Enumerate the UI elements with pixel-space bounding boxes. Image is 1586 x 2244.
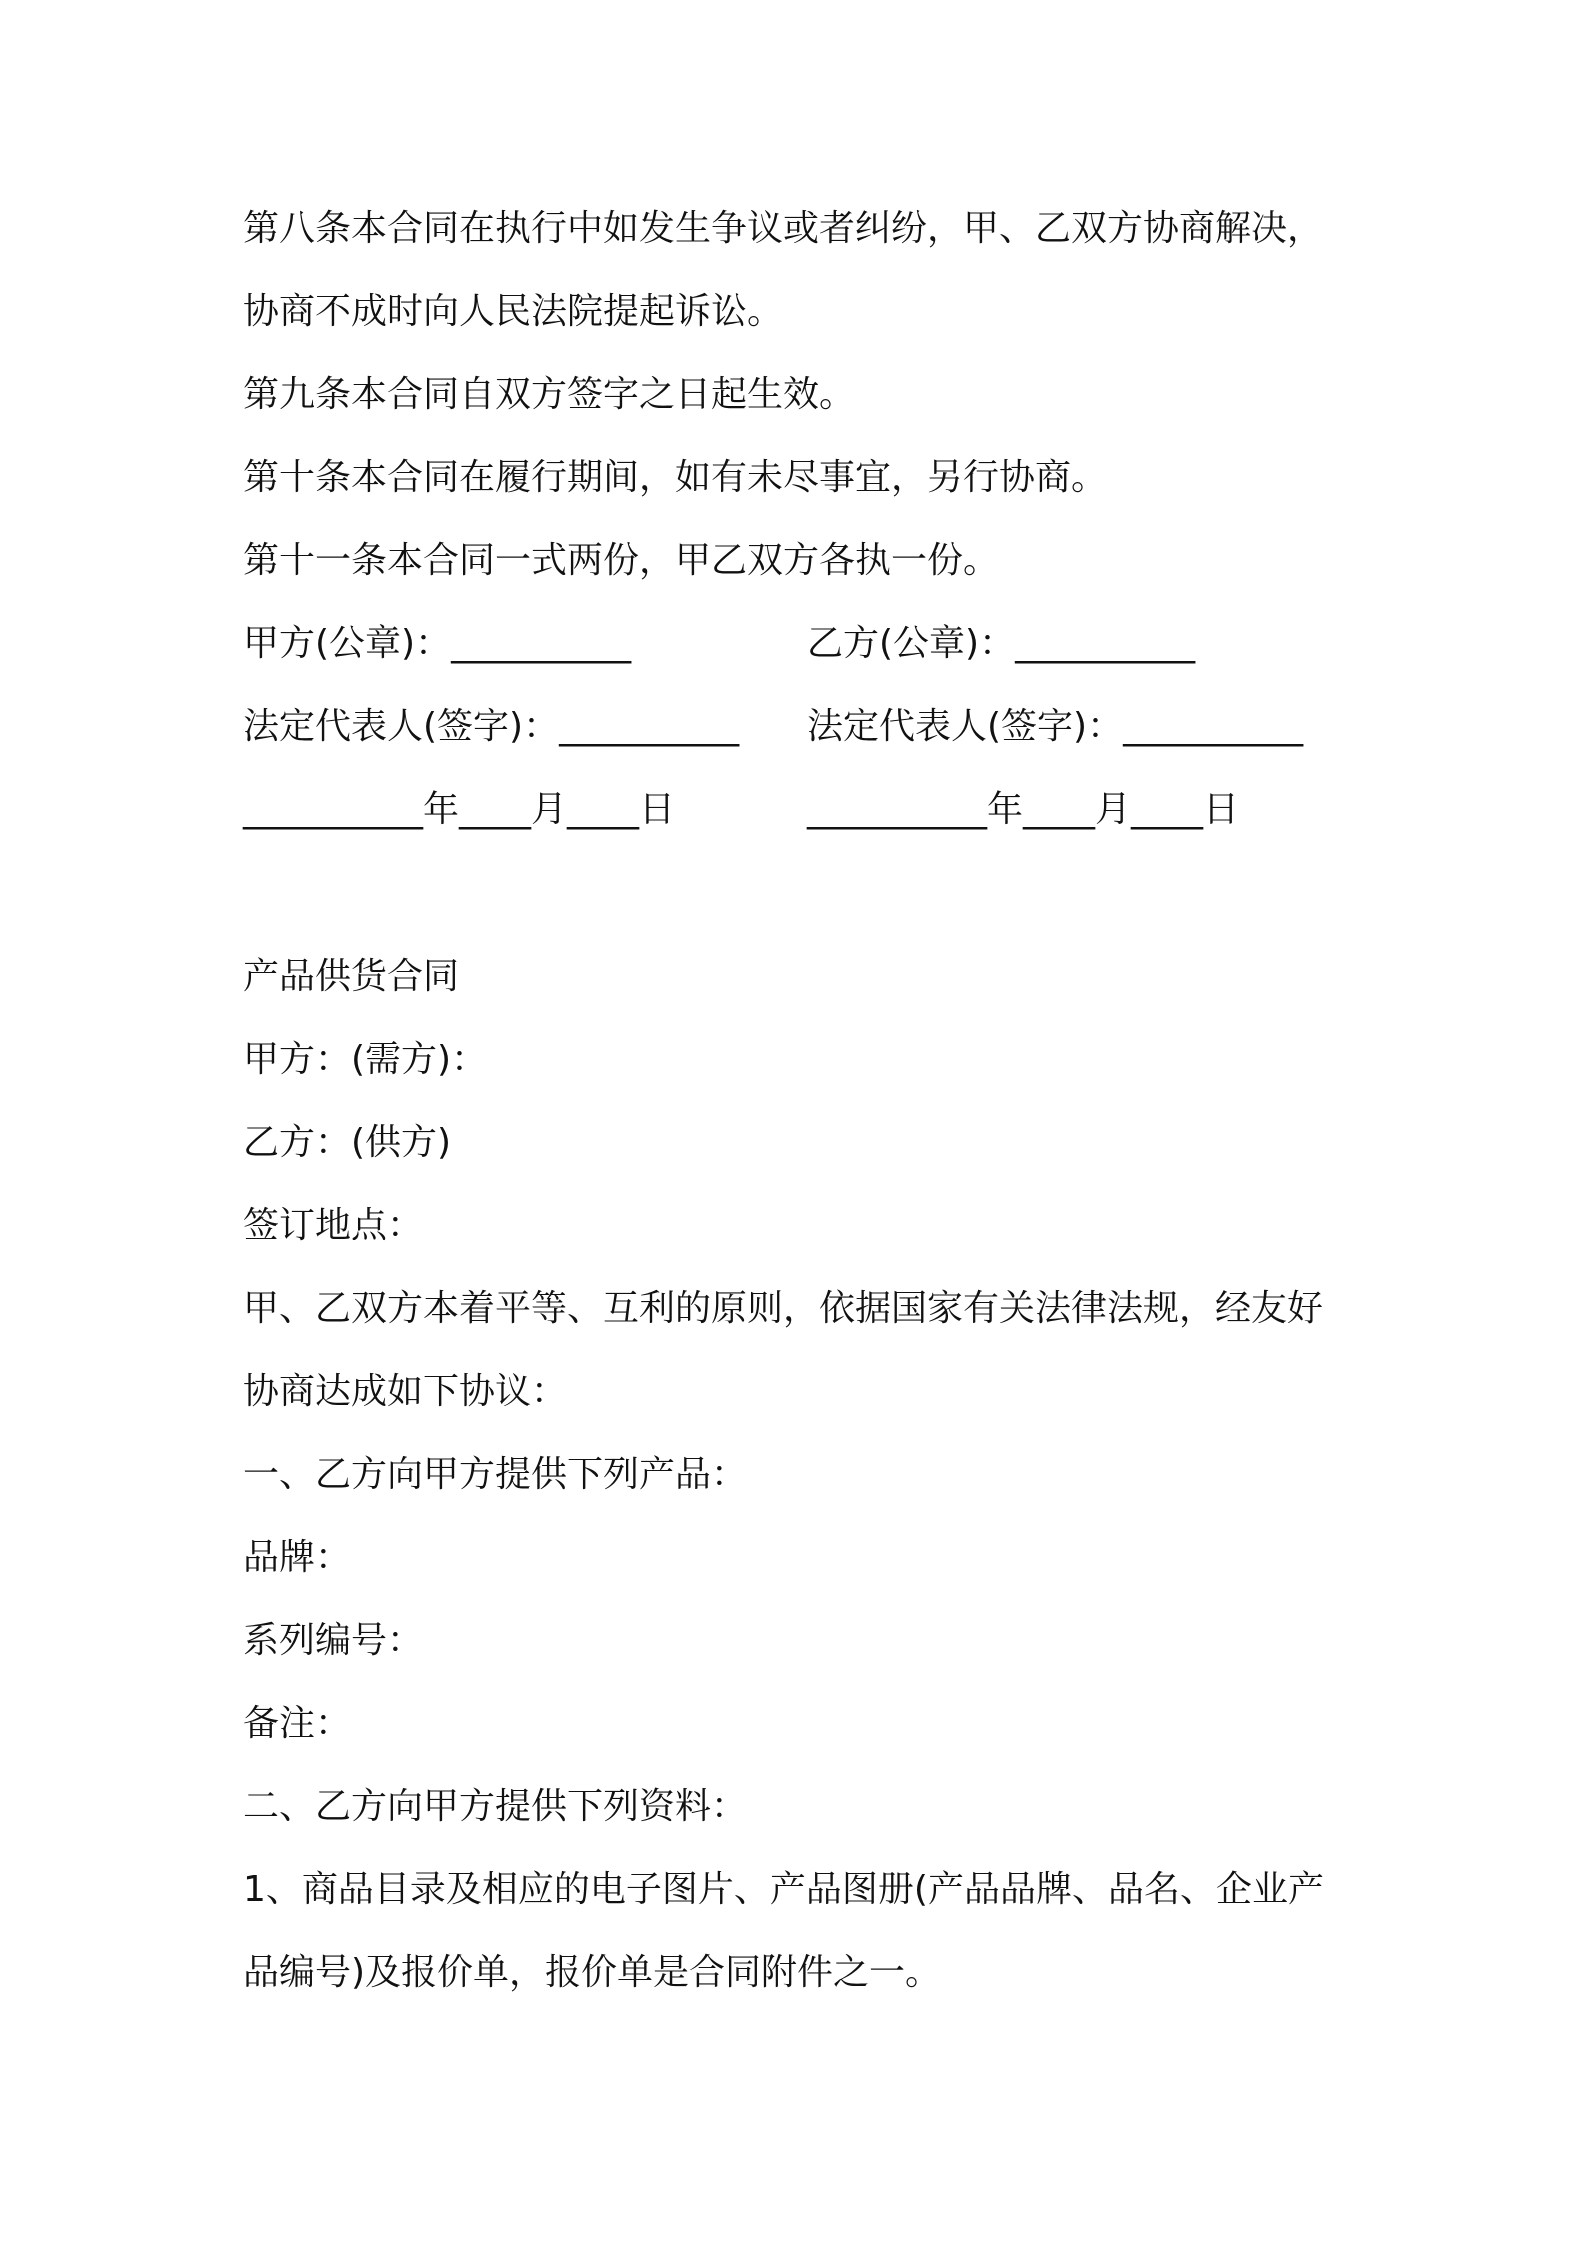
- party-a-seal: 甲方(公章)：__________: [243, 623, 632, 664]
- preamble-line-2: 协商达成如下协议：: [243, 1371, 568, 1412]
- party-b-representative: 法定代表人(签字)：__________: [807, 706, 1304, 747]
- signing-place: 签订地点：: [243, 1205, 424, 1246]
- series-number-field: 系列编号：: [243, 1620, 424, 1661]
- item-1-line-1: 1、商品目录及相应的电子图片、产品图册(产品品牌、品名、企业产: [243, 1869, 1324, 1910]
- party-a-representative: 法定代表人(签字)：__________: [243, 706, 740, 747]
- clause-9: 第九条本合同自双方签字之日起生效。: [243, 374, 856, 415]
- party-a-date: __________年____月____日: [243, 789, 675, 830]
- clause-10: 第十条本合同在履行期间，如有未尽事宜，另行协商。: [243, 457, 1108, 498]
- party-b-seal: 乙方(公章)：__________: [807, 623, 1196, 664]
- section-2-heading: 二、乙方向甲方提供下列资料：: [243, 1786, 748, 1827]
- contract-title: 产品供货合同: [243, 956, 460, 997]
- clause-8-line-1: 第八条本合同在执行中如发生争议或者纠纷，甲、乙双方协商解决，: [243, 208, 1324, 249]
- party-b-date: __________年____月____日: [807, 789, 1239, 830]
- preamble-line-1: 甲、乙双方本着平等、互利的原则，依据国家有关法律法规，经友好: [243, 1288, 1324, 1329]
- party-a-label: 甲方：(需方)：: [243, 1039, 488, 1080]
- item-1-line-2: 品编号)及报价单，报价单是合同附件之一。: [243, 1952, 942, 1993]
- party-b-label: 乙方：(供方): [243, 1122, 452, 1163]
- clause-8-line-2: 协商不成时向人民法院提起诉讼。: [243, 291, 784, 332]
- section-1-heading: 一、乙方向甲方提供下列产品：: [243, 1454, 748, 1495]
- brand-field: 品牌：: [243, 1537, 352, 1578]
- clause-11: 第十一条本合同一式两份，甲乙双方各执一份。: [243, 540, 1000, 581]
- remarks-field: 备注：: [243, 1703, 352, 1744]
